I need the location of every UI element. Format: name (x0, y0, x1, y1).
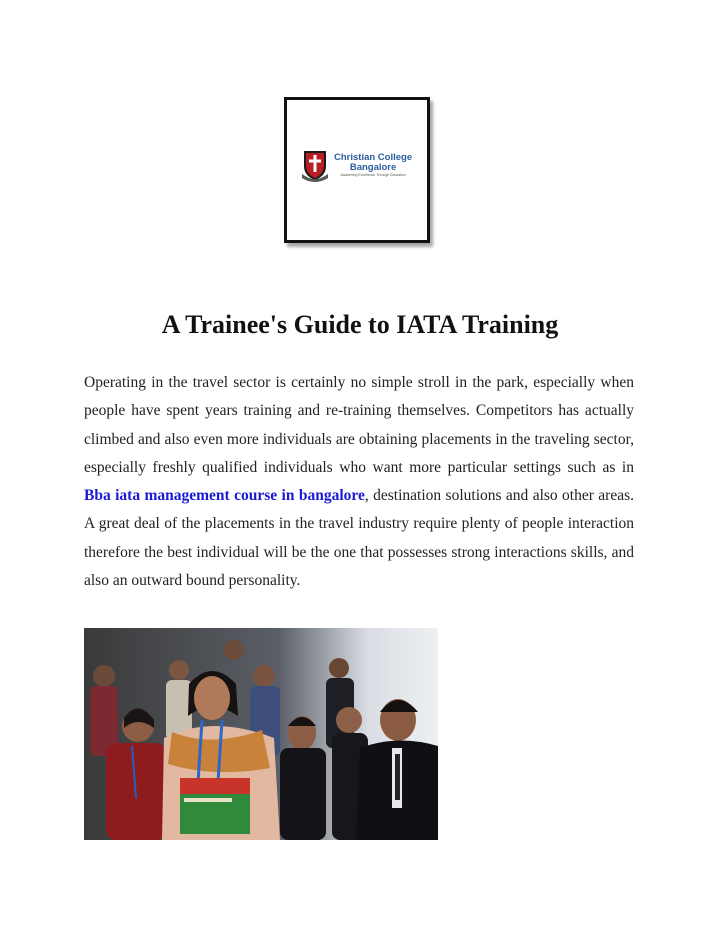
page-title: A Trainee's Guide to IATA Training (161, 310, 559, 339)
article-paragraph (84, 369, 634, 595)
students-photo (84, 628, 438, 840)
college-tagline: Awakening Excellence Through Education (340, 172, 406, 177)
paragraph-text-before-link: Operating in the travel sector is certainly no simple stroll in the park, especially when people have spent years training and re-training themselves. Competitors has actually climbed and also even more individuals are obtaining placements in the traveling sector, especially freshly qualified individuals who want more particular settings such as in (84, 374, 634, 476)
course-link[interactable]: Bba iata management course in bangalore (84, 487, 365, 505)
paragraph-text-after-link: , destination solutions and also other areas. A great deal of the placements in the travel industry require plenty of people interaction therefore the best individual will be the one that possesses strong interactions skills, and also an outward bound personality. (84, 487, 635, 590)
college-crest-icon (301, 148, 329, 182)
students-photo-illustration (84, 628, 438, 840)
college-name-line1: Christian College (334, 151, 413, 163)
college-logo-frame (284, 97, 430, 243)
college-name-line2: Bangalore (349, 161, 397, 173)
college-logo (301, 148, 412, 182)
